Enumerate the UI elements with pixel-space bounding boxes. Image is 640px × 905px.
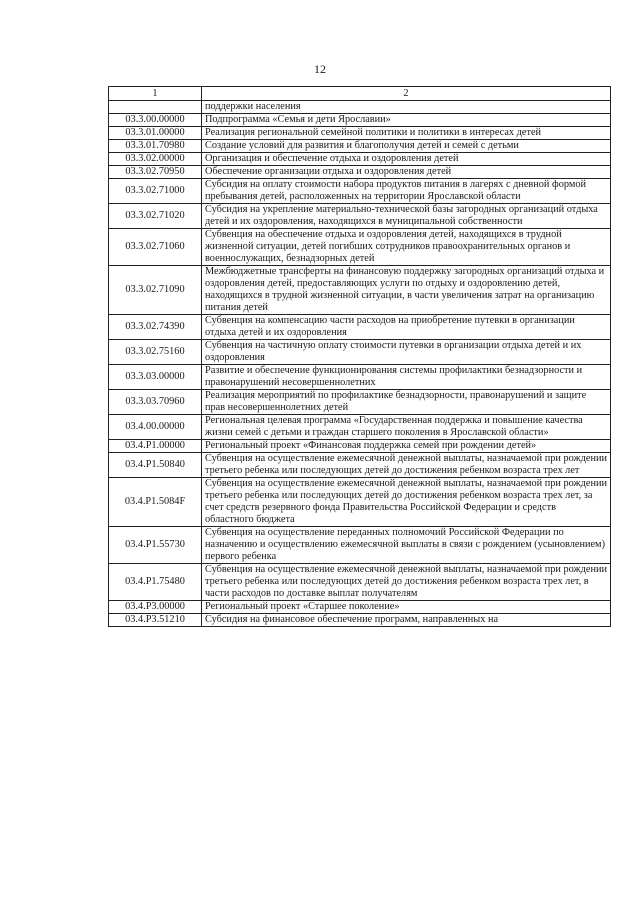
table-row	[109, 601, 611, 614]
table-row	[109, 166, 611, 179]
table-row	[109, 478, 611, 527]
column-header-code: 1	[109, 87, 202, 101]
row-code: 03.3.01.00000	[109, 127, 202, 140]
table-row	[109, 390, 611, 415]
page-number: 12	[314, 62, 326, 76]
row-description: Субвенция на осуществление ежемесячной денежной выплаты, назначаемой при рождении третьего ребенка или последующих детей до достижения ребенком возраста трех лет, за счет средств резервного фонда Правительства Российской Федерации и средств областного бюджета	[202, 478, 611, 527]
row-description: Субвенция на осуществление ежемесячной денежной выплаты, назначаемой при рождении третьего ребенка или последующих детей до достижения ребенком возраста трех лет, в части расходов по доставке выплат получателям	[202, 564, 611, 601]
table-row	[109, 564, 611, 601]
row-description: Региональный проект «Старшее поколение»	[202, 601, 611, 614]
row-code: 03.4.00.00000	[109, 415, 202, 440]
row-code: 03.4.P3.00000	[109, 601, 202, 614]
row-code: 03.3.02.70950	[109, 166, 202, 179]
row-description: Субвенция на осуществление переданных полномочий Российской Федерации по назначению и осуществлению ежемесячной выплаты в связи с рождением (усыновлением) первого ребенка	[202, 527, 611, 564]
row-code: 03.3.02.71020	[109, 204, 202, 229]
row-description: Субвенция на обеспечение отдыха и оздоровления детей, находящихся в трудной жизненной ситуации, детей погибших сотрудников правоохранительных органов и военнослужащих, безнадзорных детей	[202, 229, 611, 266]
row-description: поддержки населения	[202, 101, 611, 114]
table-body	[109, 101, 611, 627]
row-code: 03.3.03.00000	[109, 365, 202, 390]
row-description: Реализация региональной семейной политики и политики в интересах детей	[202, 127, 611, 140]
row-description: Субвенция на осуществление ежемесячной денежной выплаты, назначаемой при рождении третьего ребенка или последующих детей до достижения ребенком возраста трех лет	[202, 453, 611, 478]
row-code: 03.3.02.75160	[109, 340, 202, 365]
table-row	[109, 315, 611, 340]
row-description: Реализация мероприятий по профилактике безнадзорности, правонарушений и защите прав несовершеннолетних детей	[202, 390, 611, 415]
row-description: Субвенция на частичную оплату стоимости путевки в организации отдыха детей и их оздоровления	[202, 340, 611, 365]
row-description: Субвенция на компенсацию части расходов на приобретение путевки в организации отдыха детей и их оздоровления	[202, 315, 611, 340]
row-description: Развитие и обеспечение функционирования системы профилактики безнадзорности и правонарушений несовершеннолетних	[202, 365, 611, 390]
row-code	[109, 101, 202, 114]
row-description: Субсидия на укрепление материально-технической базы загородных организаций отдыха детей и их оздоровления, находящихся в муниципальной собственности	[202, 204, 611, 229]
row-code: 03.4.P1.5084F	[109, 478, 202, 527]
row-code: 03.3.02.00000	[109, 153, 202, 166]
row-code: 03.4.P1.55730	[109, 527, 202, 564]
table-row	[109, 140, 611, 153]
table-row	[109, 365, 611, 390]
row-code: 03.3.01.70980	[109, 140, 202, 153]
table-row	[109, 266, 611, 315]
row-description: Межбюджетные трансферты на финансовую поддержку загородных организаций отдыха и оздоровления детей, предоставляющих услуги по отдыху и оздоровлению детей, находящихся в трудной жизненной ситуации, в части увеличения затрат на организацию питания детей	[202, 266, 611, 315]
table-row	[109, 114, 611, 127]
table-row	[109, 527, 611, 564]
row-description: Субсидия на финансовое обеспечение программ, направленных на	[202, 614, 611, 627]
table-row	[109, 127, 611, 140]
column-header-description: 2	[202, 87, 611, 101]
row-code: 03.3.00.00000	[109, 114, 202, 127]
table-row	[109, 179, 611, 204]
table-row	[109, 204, 611, 229]
budget-classification-table	[108, 86, 611, 627]
table-row	[109, 340, 611, 365]
table-header-row	[109, 87, 611, 101]
row-code: 03.3.03.70960	[109, 390, 202, 415]
table-row	[109, 101, 611, 114]
row-code: 03.3.02.71090	[109, 266, 202, 315]
row-description: Подпрограмма «Семья и дети Ярославии»	[202, 114, 611, 127]
row-code: 03.3.02.71000	[109, 179, 202, 204]
table-row	[109, 415, 611, 440]
table-row	[109, 153, 611, 166]
row-code: 03.4.P1.75480	[109, 564, 202, 601]
row-description: Региональный проект «Финансовая поддержка семей при рождении детей»	[202, 440, 611, 453]
row-code: 03.4.P1.00000	[109, 440, 202, 453]
row-description: Региональная целевая программа «Государственная поддержка и повышение качества жизни семей с детьми и граждан старшего поколения в Ярославской области»	[202, 415, 611, 440]
row-code: 03.4.P1.50840	[109, 453, 202, 478]
table-row	[109, 453, 611, 478]
table-row	[109, 229, 611, 266]
row-description: Субсидия на оплату стоимости набора продуктов питания в лагерях с дневной формой пребывания детей, расположенных на территории Ярославской области	[202, 179, 611, 204]
row-description: Организация и обеспечение отдыха и оздоровления детей	[202, 153, 611, 166]
table-row	[109, 440, 611, 453]
row-code: 03.4.P3.51210	[109, 614, 202, 627]
row-code: 03.3.02.71060	[109, 229, 202, 266]
row-description: Обеспечение организации отдыха и оздоровления детей	[202, 166, 611, 179]
row-description: Создание условий для развития и благополучия детей и семей с детьми	[202, 140, 611, 153]
table-row	[109, 614, 611, 627]
row-code: 03.3.02.74390	[109, 315, 202, 340]
